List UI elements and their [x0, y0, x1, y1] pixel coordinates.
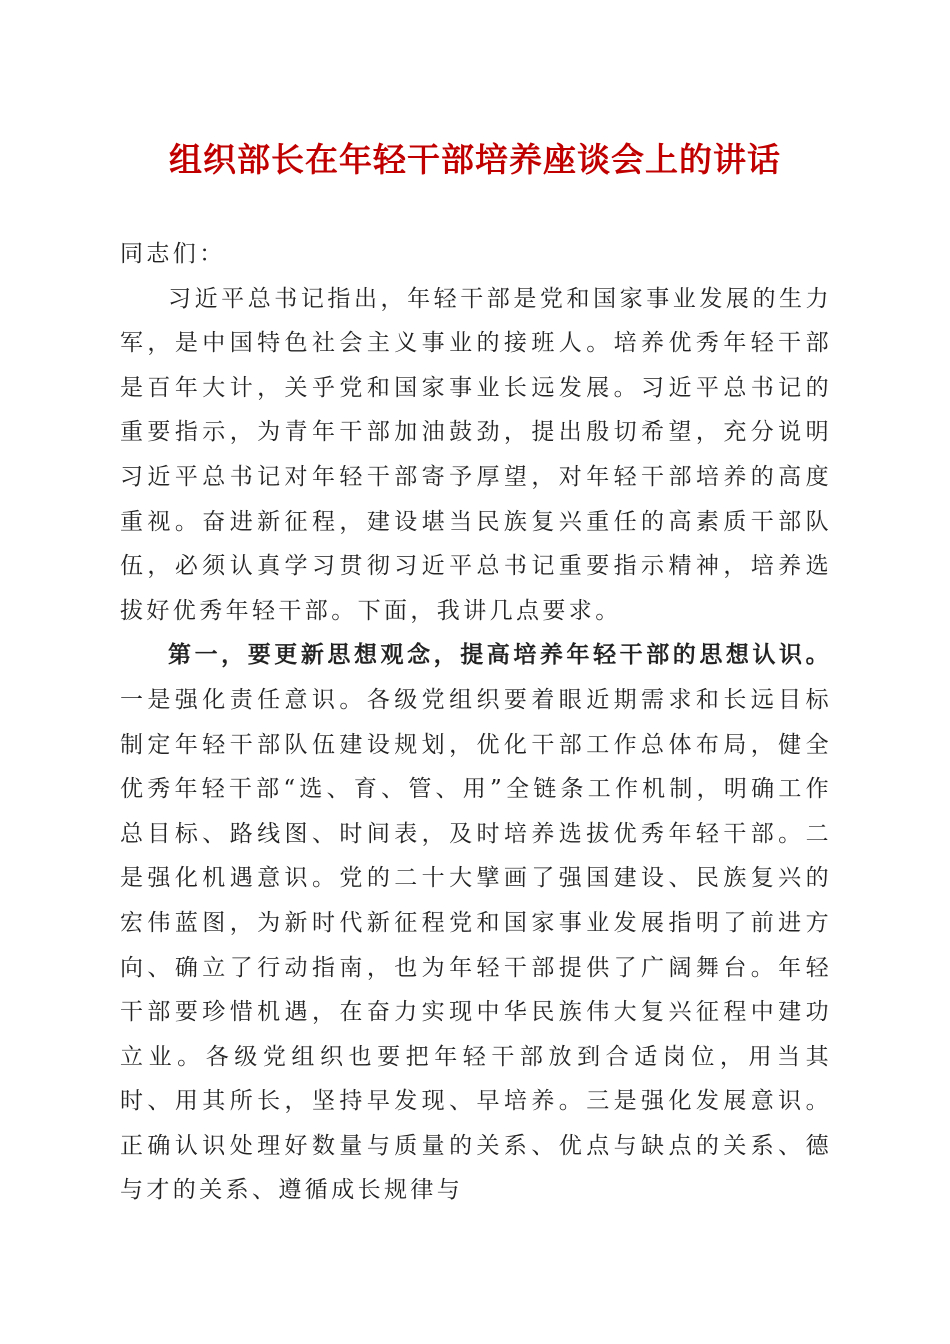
salutation: 同志们：	[120, 241, 226, 267]
section-1-body: 一是强化责任意识。各级党组织要着眼近期需求和长远目标制定年轻干部队伍建设规划，优化干部工作总体布局，健全优秀年轻干部“选、育、管、用”全链条工作机制，明确工作总目标、路线图、时间表，及时培养选拔优秀年轻干部。二是强化机遇意识。党的二十大擘画了强国建设、民族复兴的宏伟蓝图，为新时代新征程党和国家事业发展指明了前进方向、确立了行动指南，也为年轻干部提供了广阔舞台。年轻干部要珍惜机遇，在奋力实现中华民族伟大复兴征程中建功立业。各级党组织也要把年轻干部放到合适岗位，用当其时、用其所长，坚持早发现、早培养。三是强化发展意识。正确认识处理好数量与质量的关系、优点与缺点的关系、德与才的关系、遵循成长规律与	[120, 686, 832, 1204]
document-title: 组织部长在年轻干部培养座谈会上的讲话	[169, 140, 781, 179]
document-body	[120, 232, 832, 1213]
paragraph-section-1	[120, 633, 832, 1213]
section-1-heading: 第一，要更新思想观念，提高培养年轻干部的思想认识。	[168, 641, 832, 669]
paragraph-intro: 习近平总书记指出，年轻干部是党和国家事业发展的生力军，是中国特色社会主义事业的接班人。培养优秀年轻干部是百年大计，关乎党和国家事业长远发展。习近平总书记的重要指示，为青年干部加油鼓劲，提出殷切希望，充分说明习近平总书记对年轻干部寄予厚望，对年轻干部培养的高度重视。奋进新征程，建设堪当民族复兴重任的高素质干部队伍，必须认真学习贯彻习近平总书记重要指示精神，培养选拔好优秀年轻干部。下面，我讲几点要求。	[120, 285, 832, 624]
